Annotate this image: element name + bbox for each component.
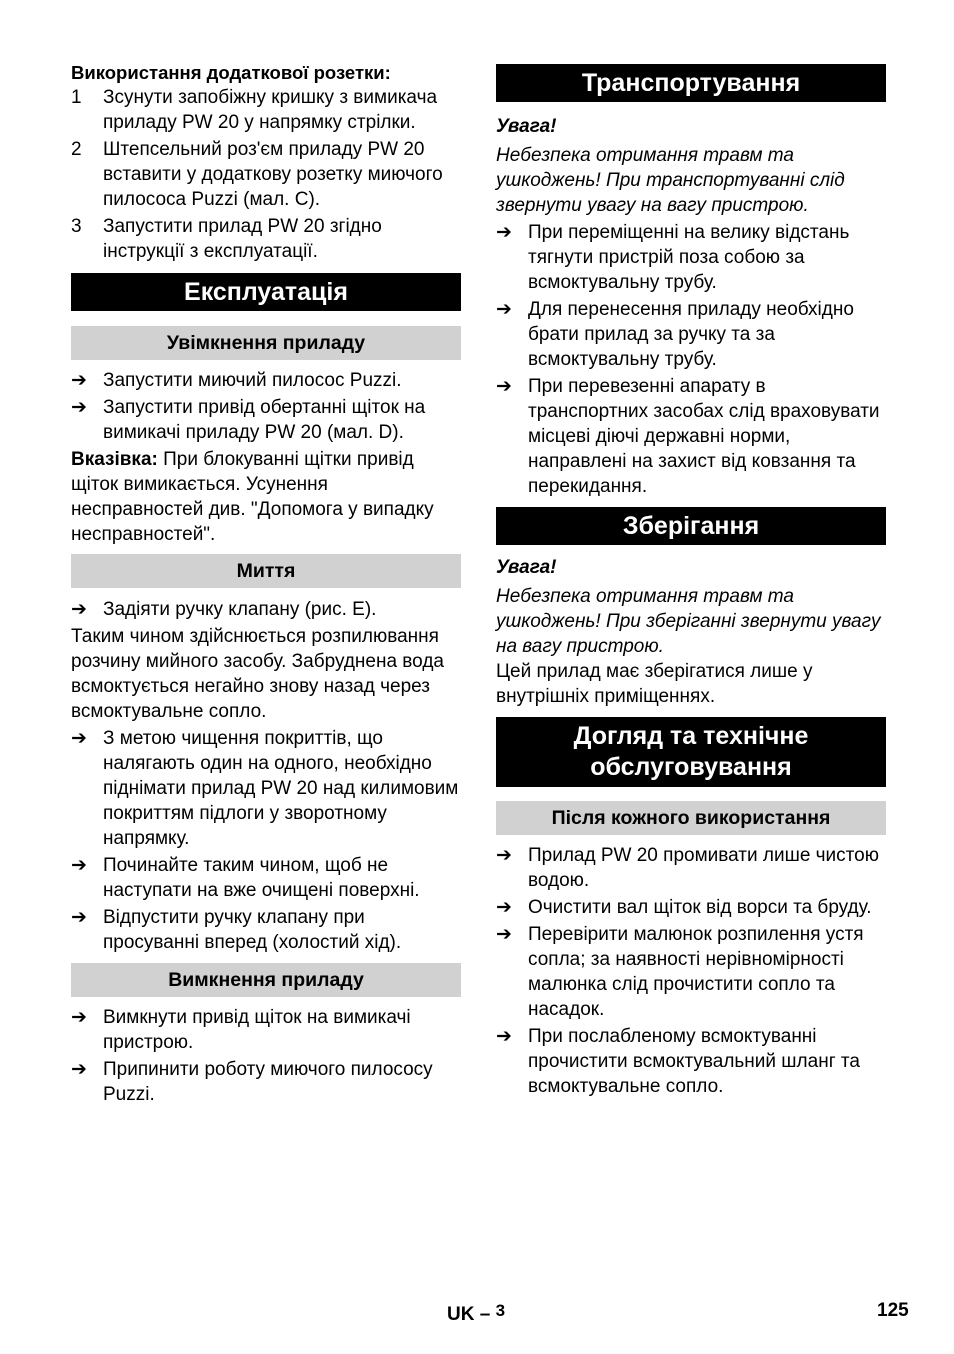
list-item [496, 297, 886, 372]
care-heading-line-1: Догляд та технічне [573, 722, 809, 750]
list-item [71, 395, 461, 445]
list-item [496, 922, 886, 1022]
step-text: Зсунути запобіжну кришку з вимикача приладу PW 20 у напрямку стрілки. [103, 87, 438, 133]
intro-title: Використання додаткової розетки: [71, 62, 391, 83]
arrow-right-icon: ➔ [71, 1059, 87, 1080]
arrow-right-icon: ➔ [496, 897, 512, 918]
left-column [71, 60, 461, 1109]
arrow-right-icon: ➔ [71, 907, 87, 928]
list-item [71, 85, 461, 135]
list-item [71, 1057, 461, 1107]
list-item [71, 853, 461, 903]
list-item [496, 1024, 886, 1099]
subsection-heading-washing: Миття [71, 554, 461, 588]
list-item-text: Прилад PW 20 промивати лише чистою водою. [528, 845, 879, 891]
arrow-right-icon: ➔ [496, 376, 512, 397]
list-item-text: Відпустити ручку клапану при просуванні вперед (холостий хід). [103, 907, 402, 953]
step-number: 3 [71, 216, 82, 237]
warning-title: Увага! [496, 557, 557, 578]
arrow-right-icon: ➔ [71, 728, 87, 749]
list-item-text: При перевезенні апарату в транспортних засобах слід враховувати місцеві діючі державні норми, направлені на захист від ковзання та перекидання. [528, 376, 880, 497]
note-text: При блокуванні щітки привід щіток вимикається. Усунення несправностей див. "Допомога у випадку несправностей". [71, 449, 434, 545]
arrow-right-icon: ➔ [496, 299, 512, 320]
intro-steps [71, 85, 461, 264]
list-item-text: Припинити роботу миючого пилососу Puzzi. [103, 1059, 433, 1105]
page-number: 125 [877, 1300, 909, 1321]
arrow-right-icon: ➔ [71, 1007, 87, 1028]
list-item-text: Вимкнути привід щіток на вимикачі пристрою. [103, 1007, 411, 1053]
arrow-right-icon: ➔ [496, 222, 512, 243]
list-item [71, 214, 461, 264]
washing-list-1 [71, 597, 461, 622]
step-text: Запустити прилад PW 20 згідно інструкції з експлуатації. [103, 216, 382, 262]
storage-text: Цей прилад має зберігатися лише у внутрішніх приміщеннях. [496, 661, 813, 707]
footer-lang: UK [447, 1304, 475, 1325]
list-item-text: Задіяти ручку клапану (рис. E). [103, 599, 377, 620]
list-item [71, 368, 461, 393]
section-heading-transport: Транспортування [496, 64, 886, 102]
arrow-right-icon: ➔ [71, 397, 87, 418]
note-label: Вказівка: [71, 449, 158, 470]
arrow-right-icon: ➔ [496, 1026, 512, 1047]
step-number: 2 [71, 139, 82, 160]
subsection-heading-after-use: Після кожного використання [496, 801, 886, 835]
list-item-text: З метою чищення покриттів, що налягають один на одного, необхідно піднімати прилад PW 20 над килимовим покриттям підлоги у зворотному напрямку. [103, 728, 459, 849]
arrow-right-icon: ➔ [496, 845, 512, 866]
list-item-text: Починайте таким чином, щоб не наступати на вже очищені поверхні. [103, 855, 420, 901]
arrow-right-icon: ➔ [496, 924, 512, 945]
right-column [496, 64, 886, 1101]
step-number: 1 [71, 87, 82, 108]
section-heading-storage: Зберігання [496, 507, 886, 545]
subsection-heading-switch-off: Вимкнення приладу [71, 963, 461, 997]
list-item-text: Запустити миючий пилосос Puzzi. [103, 370, 402, 391]
section-heading-care [496, 717, 886, 787]
step-text: Штепсельний роз'єм приладу PW 20 вставити у додаткову розетку миючого пилососа Puzzi (мал. C). [103, 139, 443, 210]
warning-text: Небезпека отримання травм та ушкоджень! При зберіганні звернути увагу на вагу пристрою. [496, 586, 881, 657]
warning-text: Небезпека отримання травм та ушкоджень! При транспортуванні слід звернути увагу на вагу пристрою. [496, 145, 845, 216]
list-item [71, 1005, 461, 1055]
washing-paragraph: Таким чином здійснюється розпилювання розчину мийного засобу. Забруднена вода всмоктується негайно знову назад через всмоктувальне сопло. [71, 626, 444, 722]
list-item [71, 726, 461, 851]
list-item [496, 843, 886, 893]
list-item [71, 905, 461, 955]
after-use-list [496, 843, 886, 1099]
switch-on-list [71, 368, 461, 445]
footer-language-page [447, 1298, 505, 1327]
footer-dash: – [479, 1304, 491, 1325]
list-item-text: Перевірити малюнок розпилення устя сопла; за наявності нерівномірності малюнка слід прочистити сопло та насадок. [528, 924, 864, 1020]
list-item [71, 137, 461, 212]
list-item [496, 374, 886, 499]
washing-list-2 [71, 726, 461, 955]
list-item-text: Запустити привід обертанні щіток на вимикачі приладу PW 20 (мал. D). [103, 397, 426, 443]
list-item-text: Очистити вал щіток від ворси та бруду. [528, 897, 872, 918]
list-item [71, 597, 461, 622]
warning-title: Увага! [496, 116, 557, 137]
list-item [496, 895, 886, 920]
switch-off-list [71, 1005, 461, 1107]
arrow-right-icon: ➔ [71, 599, 87, 620]
care-heading-line-2: обслуговування [590, 753, 792, 781]
list-item-text: При послабленому всмоктуванні прочистити всмоктувальний шланг та всмоктувальне сопло. [528, 1026, 860, 1097]
subsection-heading-switch-on: Увімкнення приладу [71, 326, 461, 360]
arrow-right-icon: ➔ [71, 855, 87, 876]
section-heading-operation: Експлуатація [71, 273, 461, 311]
note-paragraph [71, 447, 461, 547]
list-item-text: При переміщенні на велику відстань тягнути пристрій поза собою за всмоктувальну трубу. [528, 222, 850, 293]
list-item-text: Для перенесення приладу необхідно брати прилад за ручку та за всмоктувальну трубу. [528, 299, 854, 370]
footer-local-page: 3 [495, 1301, 506, 1320]
transport-list [496, 220, 886, 499]
arrow-right-icon: ➔ [71, 370, 87, 391]
list-item [496, 220, 886, 295]
